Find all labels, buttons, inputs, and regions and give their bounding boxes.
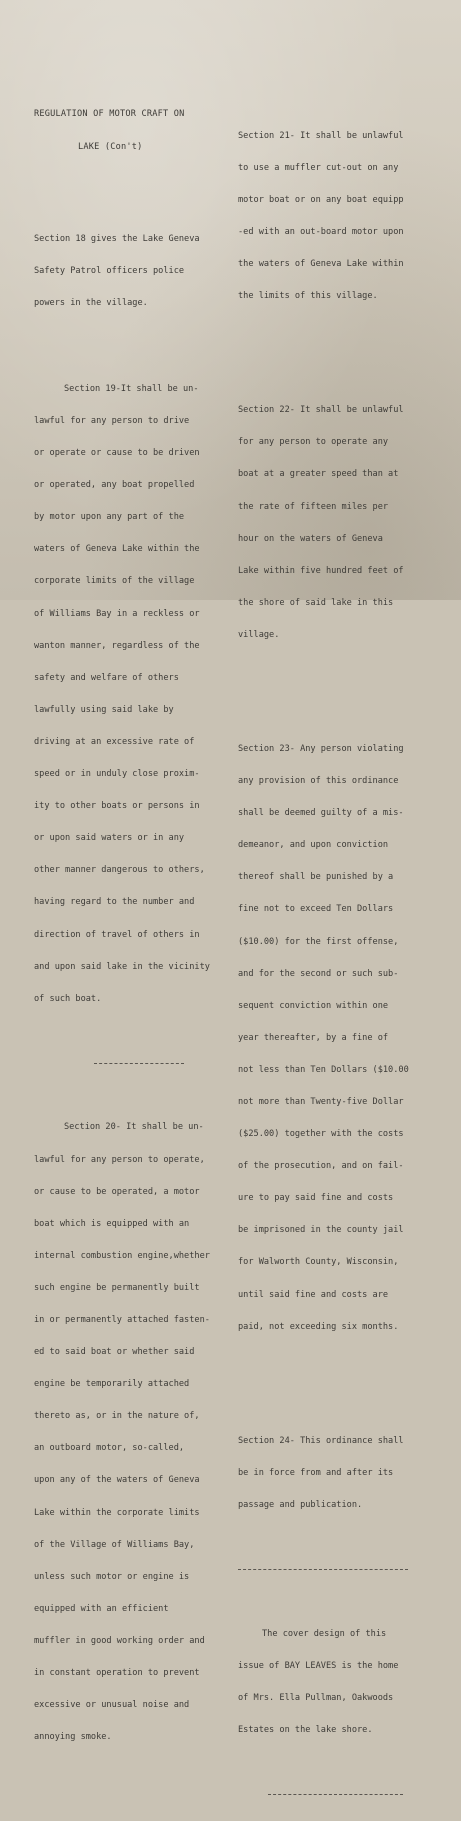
text-line: internal combustion engine,whether	[34, 1250, 210, 1261]
text-line: Section 18 gives the Lake Geneva	[34, 234, 200, 245]
text-line: demeanor, and upon conviction	[238, 840, 389, 851]
text-line: of the prosecution, and on fail-	[238, 1161, 404, 1172]
text-line: Estates on the lake shore.	[238, 1724, 373, 1735]
text-line: muffler in good working order and	[34, 1635, 205, 1646]
text-line: or operate or cause to be driven	[34, 448, 200, 459]
text-line: of such boat.	[34, 993, 102, 1004]
text-line: The cover design of this	[262, 1628, 387, 1639]
text-line: the shore of said lake in this	[238, 597, 394, 608]
text-line: an outboard motor, so-called,	[34, 1443, 185, 1454]
text-line: or cause to be operated, a motor	[34, 1186, 200, 1197]
text-line: in or permanently attached fasten-	[34, 1314, 210, 1325]
section-20	[34, 1101, 234, 1764]
text-line: Section 21- It shall be unlawful	[238, 130, 404, 141]
text-line: waters of Geneva Lake within the	[34, 544, 200, 555]
text-line: other manner dangerous to others,	[34, 865, 205, 876]
heading-line: REGULATION OF MOTOR CRAFT ON	[34, 109, 185, 120]
section-divider	[238, 1569, 408, 1571]
text-line: or upon said waters or in any	[34, 833, 185, 844]
text-line: Section 22- It shall be unlawful	[238, 405, 404, 416]
text-line: motor boat or on any boat equipp	[238, 195, 404, 205]
text-line: in constant operation to prevent	[34, 1668, 200, 1678]
text-line: or operated, any boat propelled	[34, 480, 195, 491]
text-line: not more than Twenty-five Dollar	[238, 1097, 404, 1107]
text-line: ity to other boats or persons in	[34, 801, 200, 812]
text-line: thereof shall be punished by a	[238, 872, 394, 883]
right-column	[238, 88, 448, 1821]
text-line: unless such motor or engine is	[34, 1571, 190, 1582]
text-line: direction of travel of others in	[34, 929, 200, 940]
section-21	[238, 109, 448, 323]
text-line: ed to said boat or whether said	[34, 1347, 195, 1358]
text-line: shall be deemed guilty of a mis-	[238, 808, 404, 819]
text-line: any provision of this ordinance	[238, 776, 399, 787]
text-line: driving at an excessive rate of	[34, 736, 195, 747]
text-line: year thereafter, by a fine of	[238, 1032, 389, 1043]
text-line: having regard to the number and	[34, 897, 195, 908]
text-line: corporate limits of the village	[34, 576, 195, 587]
text-line: issue of BAY LEAVES is the home	[238, 1660, 399, 1671]
text-line: annoying smoke.	[34, 1732, 112, 1743]
text-line: village.	[238, 629, 280, 640]
left-column	[34, 88, 234, 1786]
text-line: to use a muffler cut-out on any	[238, 162, 399, 173]
text-line: -ed with an out-board motor upon	[238, 227, 404, 238]
text-line: ure to pay said fine and costs	[238, 1193, 394, 1204]
text-line: not less than Ten Dollars ($10.00	[238, 1064, 409, 1075]
text-line: hour on the waters of Geneva	[238, 533, 383, 544]
text-line: Safety Patrol officers police	[34, 266, 185, 277]
text-line: be in force from and after its	[238, 1467, 394, 1478]
text-line: the waters of Geneva Lake within	[238, 259, 404, 270]
text-line: lawful for any person to drive	[34, 416, 190, 426]
text-line: by motor upon any part of the	[34, 512, 185, 523]
text-line: boat which is equipped with an	[34, 1218, 190, 1229]
cover-note	[238, 1607, 448, 1757]
text-line: sequent conviction within one	[238, 1000, 389, 1011]
text-line: Section 20- It shall be un-	[64, 1122, 204, 1133]
text-line: for any person to operate any	[238, 437, 389, 448]
text-line: passage and publication.	[238, 1499, 363, 1510]
text-line: equipped with an efficient	[34, 1603, 169, 1614]
text-line: be imprisoned in the county jail	[238, 1225, 404, 1236]
text-line: thereto as, or in the nature of,	[34, 1411, 200, 1422]
text-line: of Williams Bay in a reckless or	[34, 608, 200, 619]
text-line: Section 24- This ordinance shall	[238, 1435, 404, 1446]
text-line: Lake within five hundred feet of	[238, 565, 404, 576]
text-line: lawfully using said lake by	[34, 704, 174, 715]
section-24	[238, 1414, 448, 1532]
section-22	[238, 384, 448, 662]
section-18	[34, 213, 234, 331]
text-line: Section 19-It shall be un-	[64, 383, 199, 394]
text-line: paid, not exceeding six months.	[238, 1321, 399, 1332]
text-line: of Mrs. Ella Pullman, Oakwoods	[238, 1692, 394, 1703]
text-line: ($25.00) together with the costs	[238, 1129, 404, 1140]
section-divider	[268, 1794, 403, 1796]
section-19	[34, 363, 234, 1026]
section-divider	[94, 1063, 184, 1065]
text-line: of the Village of Williams Bay,	[34, 1539, 195, 1550]
text-line: powers in the village.	[34, 298, 148, 309]
text-line: Section 23- Any person violating	[238, 743, 404, 754]
text-line: boat at a greater speed than at	[238, 469, 399, 480]
text-line: the limits of this village.	[238, 291, 378, 302]
text-line: ($10.00) for the first offense,	[238, 936, 399, 947]
text-line: and for the second or such sub-	[238, 968, 399, 979]
text-line: fine not to exceed Ten Dollars	[238, 904, 394, 915]
text-line: such engine be permanently built	[34, 1282, 200, 1293]
text-line: speed or in unduly close proxim-	[34, 769, 200, 780]
text-line: upon any of the waters of Geneva	[34, 1475, 200, 1486]
text-line: wanton manner, regardless of the	[34, 640, 200, 651]
text-line: the rate of fifteen miles per	[238, 501, 389, 512]
text-line: for Walworth County, Wisconsin,	[238, 1257, 399, 1268]
text-line: Lake within the corporate limits	[34, 1507, 200, 1518]
section-23	[238, 723, 448, 1354]
text-line: excessive or unusual noise and	[34, 1700, 190, 1711]
heading-line: LAKE (Con't)	[78, 141, 143, 152]
text-line: lawful for any person to operate,	[34, 1154, 205, 1165]
text-line: engine be temporarily attached	[34, 1379, 190, 1390]
text-line: and upon said lake in the vicinity	[34, 961, 210, 972]
text-line: safety and welfare of others	[34, 672, 179, 683]
text-line: until said fine and costs are	[238, 1289, 389, 1300]
